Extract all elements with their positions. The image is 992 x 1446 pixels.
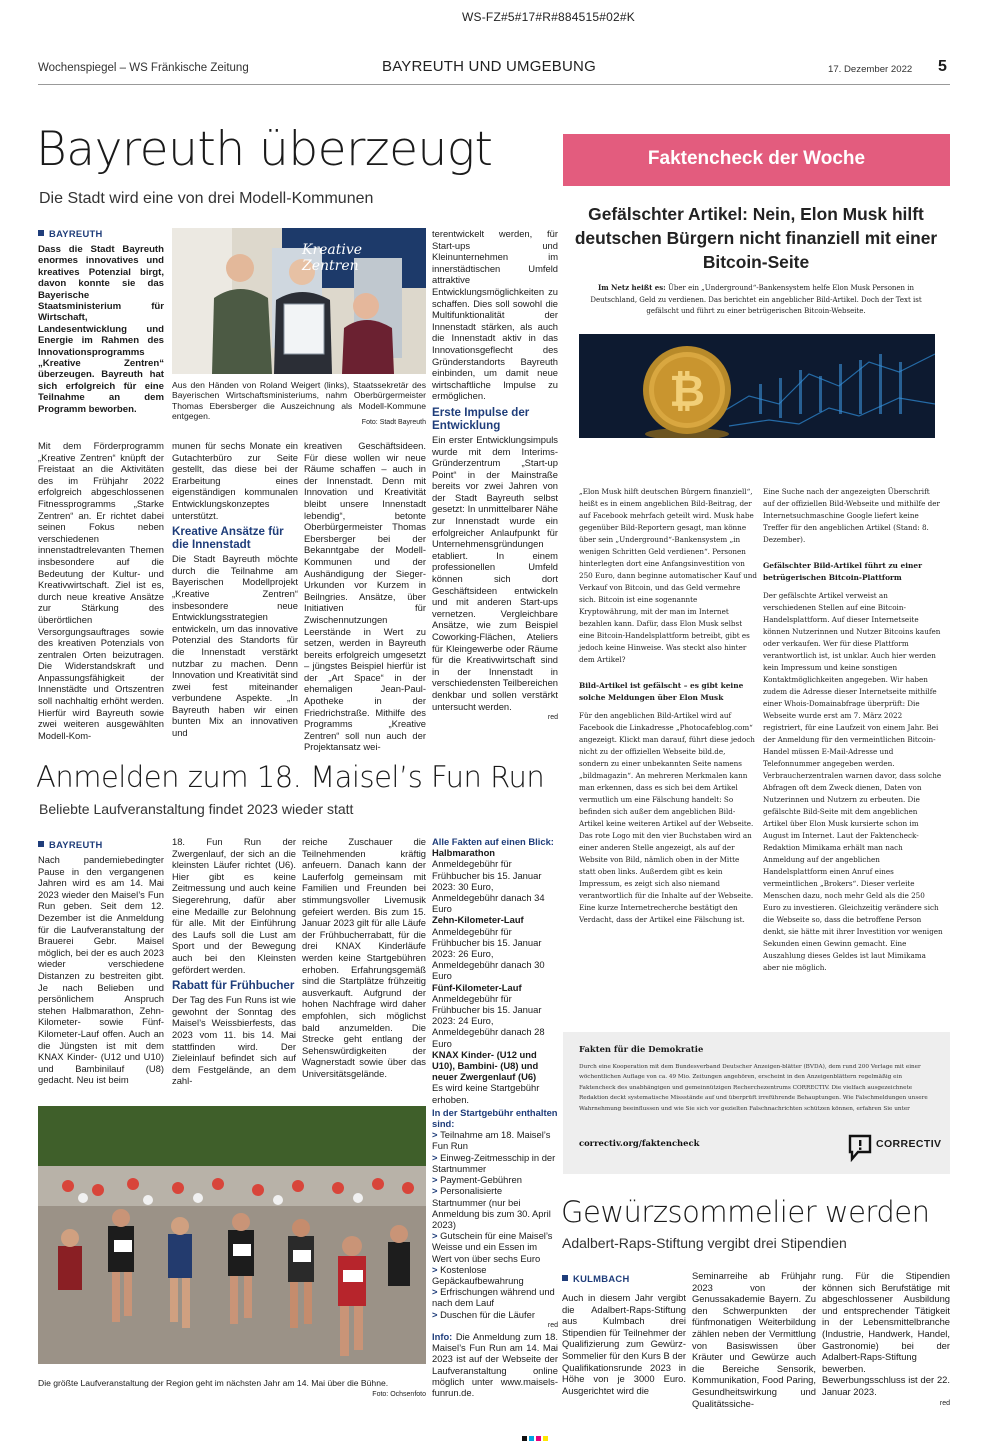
article1-col3-subtext: Ein erster Entwicklungsimpuls wurde mit dem Interims-Gründerzentrum „Start-up Point“ in der Mainstraße bereits vor zwei Jahren von der Stadt Bayreuth selbst gesetzt: In unmittelbarer Nähe zur Innenstadt wurde ein erfolgreicher Anlaufpunkt für Unternehmensgründungen etabliert. In einem professionellen Umfeld können sich dort Geschäftsideen entwickeln und mit anderen Start-ups vernetzen. Vergleichbare Ansätze, wie zum Beispiel Coworking-Flächen, Ateliers für Kleingewerbe oder Räume für die Kreativwirtschaft sind in der Innenstadt in verschiedensten Teilbereichen denkbar und sollen verstärkt untersucht werden. [432, 433, 558, 712]
author-initials: red [547, 714, 558, 722]
article2-subheading-rabatt: Rabatt für Frühbucher [172, 979, 295, 993]
article3-col1: Seminarreihe ab Frühjahr 2023 von der Genussakademie Bayern. Zu den Schwerpunkten der fünfmonatigen Weiterbildung zählen neben der Vermittlung von Basiswissen über Kräuter und Gewürze auch die Bereiche Sensorik, Kommunikation, Food Paring, Gesundheitswirkung und Qualitätssiche- [692, 1270, 816, 1409]
article1-col1-subtext: Die Stadt Bayreuth möchte durch die Teilnahme am Bayerischen Modellprojekt „Kreative Zentren“ insbesondere neue Entwicklungsstrategien entwickeln, um das innovative Potenzial des Standorts für die Innenstadt verstärkt nutzbar zu machen. Denn Innovation und Kreativität sind zwei fest miteinander verbundene Aspekte. „In Bayreuth haben wir einen bunten Mix an innovativen und [172, 553, 298, 739]
tag-label: BAYREUTH [49, 839, 103, 850]
print-color-marks [522, 1428, 548, 1434]
article3-col2-text: rung. Für die Stipendien können sich Berufstätige mit abgeschlossener Ausbildung und entsprechender Tätigkeit in der Lebensmittelbranche (Industrie, Handwerk, Handel, Gastronomie) bei der Adalbert-Raps-Stiftung bewerben. Bewerbungsschluss ist der 22. Januar 2023. [822, 1270, 950, 1397]
fact-item: Fünf-Kilometer-Lauf Anmeldegebühr für Frühbucher bis 15. Januar 2023: 24 Euro, Anmeldegebühr danach 28 Euro [432, 981, 545, 1049]
article2-subtitle: Beliebte Laufveranstaltung findet 2023 wieder statt [39, 801, 354, 817]
correctiv-logo-text: CORRECTIV [876, 1138, 942, 1150]
factcheck-subheading-platform: Gefälschter Bild-Artikel führt zu einer betrügerischen Bitcoin-Plattform [763, 561, 922, 582]
article3-col0: Auch in diesem Jahr vergibt die Adalbert-Raps-Stiftung aus Kulmbach drei Stipendien für Teilnehmer der Qualifizierung zum Gewürz-Sommelier für den Kurs B der Qualifikationsrunde 2023 in Höhe von je 3000 Euro. Ausgerichtet wird die [562, 1292, 686, 1396]
article2-col1 [172, 836, 296, 1087]
header-section: BAYREUTH UND UMGEBUNG [382, 58, 596, 75]
article1-col0: Mit dem Förderprogramm „Kreative Zentren“ knüpft der Freistaat an die Aktivitäten des im Frühjahr 2022 erfolgreich abgeschlossenen Fitnessprogramms „Starke Zentren“ an. Er richtet dabei seinen Fokus neben verschiedenen innenstadtrelevanten Themen insbesondere auf die Bedeutung der Kultur- und Kreativwirtschaft. Ziel ist es, durch neue kreative Ansätze zur Stärkung des überörtlichen Versorgungsauftrages sowie des kreativen Potenzials von zentralen Orten beizutragen. Die Widerstandskraft und Anpassungsfähigkeit der Innenstädte und Ortszentren soll nachhaltig erhöht werden. Hierfür wird Bayreuth sowie zwei weiteren ausgewählten Modell-Kom- [38, 440, 164, 741]
article1-col1 [172, 440, 298, 739]
article1-col1-text: munen für sechs Monate ein Gutachterbüro zur Seite gestellt, das diese bei der Erarbeitung eines eigenständigen kommunalen Entwicklungskonzeptes unterstützt. [172, 440, 298, 521]
article2-tag [38, 839, 103, 850]
svg-text:₿: ₿ [669, 366, 705, 417]
included-item: > Gutschein für eine Maisel’s Weisse und ein Essen im Wert von über sechs Euro [432, 1230, 553, 1264]
article2-col0: Nach pandemiebedingter Pause in den vergangenen Jahren wird es am 14. Mai 2023 wieder den Maisel’s Fun Run geben. Seit dem 12. Dezember ist die Anmeldung für die Laufveranstaltung der Brauerei Gebr. Maisel möglich, bei der es auch 2023 wieder verschiedene Distanzen zu bestreiten gibt. Je nach Belieben und persönlichem Anspruch stehen Halbmarathon, Zehn-Kilometer- sowie Fünf-Kilometer-Lauf offen. Auch an die Jüngsten ist mit dem KNAX Kinder- (U12 und U10) und Bambinilauf (U8) gedacht. Neu ist beim [38, 854, 164, 1086]
factcheck-col1-p2: Der gefälschte Artikel verweist an verschiedenen Stellen auf eine Bitcoin-Handelsplattform. Auf dieser Internetseite können Nutzerinnen und Nutzer Bitcoins kaufen oder verkaufen. Wer für diese Plattform verantwortlich ist, ist unklar. Auch hier werden kein Impressum und keine sonstigen Kontaktmöglichkeiten angegeben. Wir haben zudem die Adresse dieser Internetseite mithilfe einer Whois-Domainabfrage überprüft: Die Webseite wurde erst am 7. März 2022 registriert, für eine Laufzeit von einem Jahr. Bei der Anmeldung für den vermeintlichen Bitcoin-Handel müssen E-Mail-Adresse und Telefonnummer angegeben werden. Verbraucherzentralen warnen davor, dass solche Abfragen oft dem Zweck dienen, Daten von Nutzerinnen und Nutzern zu erbeuten. Die gefälschte Bild-Seite mit dem angeblichen Artikel über Elon Musk kursierte schon im August im Internet. Laut der Faktencheck-Redaktion Mimikama erhält man nach Anmeldung auf der angeblichen Handelsplattform einen Anruf eines vermeintlichen „Brokers“. Dieser verleite Menschen dazu, noch mehr Geld als die 250 Euro zu investieren. Gleichzeitig verändere sich die Webseite so, dass die betroffene Person denkt, sie hätte mit ihrer Investition vor wenigen Sekunden einen Gewinn gemacht. Eine Auszahlung dieses Geldes ist laut Mimikama aber nie möglich. [763, 591, 943, 972]
correctiv-box-text: Durch eine Kooperation mit dem Bundesverband Deutscher Anzeigen-blätter (BVDA), dem rund 200 Verlage mit einer wöchentlichen Auflage von ca. 49 Mio. Zeitungen angehören, erscheint in den Anzeigenblättern regelmäßig ein Faktencheck des unabhängigen und gemeinnützigen Recherchezentrums CORRECTIV. Die vielfach ausgezeichnete Redaktion deckt systematische Missstände auf und überprüft irreführende Behauptungen. Wie Falschmeldungen unsere Wahrnehmung beeinflussen und wie Sie sich vor gezielten Falschnachrichten schützen können, erfahren Sie unter [579, 1064, 928, 1112]
fact-item: Zehn-Kilometer-Lauf Anmeldegebühr für Frühbucher bis 15. Januar 2023: 26 Euro, Anmeldegebühr danach 30 Euro [432, 914, 545, 982]
article1-subtitle: Die Stadt wird eine von drei Modell-Kommunen [39, 190, 374, 207]
included-list [432, 1129, 558, 1319]
banner-sign-text: Kreative Zentren [302, 242, 363, 274]
article3-subtitle: Adalbert-Raps-Stiftung vergibt drei Stipendien [562, 1235, 847, 1251]
article2-photo [38, 1106, 426, 1364]
factcheck-headline: Gefälschter Artikel: Nein, Elon Musk hilft deutschen Bürgern nicht finanziell mit einer Bitcoin-Seite [574, 204, 938, 272]
print-code: WS-FZ#5#17#R#884515#02#K [462, 10, 635, 24]
tag-label: KULMBACH [573, 1273, 630, 1284]
factcheck-col0-p2: Für den angeblichen Bild-Artikel wird auf Facebook die Linkadresse „Photocafeblog.com“ angezeigt. Klickt man darauf, führt diese jedoch nicht zu der offiziellen Webseite bild.de, sondern zu einer unbekannten Seite namens „bildmagazin“. An mehreren Merkmalen kann man erkennen, dass es sich bei dem Artikel vermutlich um eine Fälschung handelt: So befinden sich außer dem angeblichen Bild-Artikel keine weiteren Artikel auf der Webseite. Das rote Logo mit den vier Buchstaben wird an einer anderen Stelle angezeigt, als auf der Website von Bild, nämlich oben in der Mitte statt oben links. Außerdem gibt es kein Impressum, es zeigt sich also niemand verantwortlich für die Inhalte auf der Webseite. Eine kurze Internetrecherche bestätigt den Verdacht, dass der Artikel eine Fälschung ist. [579, 711, 755, 924]
tag-square [38, 841, 44, 847]
article1-lead: Dass die Stadt Bayreuth enormes innovatives und kreatives Potenzial birgt, davon konnte sie das Bayerische Staatsministerium für Wirtschaft, Landesentwicklung und Energie im Rahmen des Innovationsprogramms „Kreative Zentren“ überzeugen. Bayreuth hat sich erfolgreich für eine Teilnahme an dem Programm beworben. [38, 244, 164, 415]
article1-tag [38, 228, 103, 239]
fact-item: KNAX Kinder- (U12 und U10), Bambini- (U8) und neuer Zwergenlauf (U6) Es wird keine Startgebühr erhoben. [432, 1048, 540, 1105]
header-rule [38, 84, 950, 85]
article1-col3-text: terentwickelt werden, für Start-ups und Kleinunternehmen im innerstädtischen Umfeld attraktive Entwicklungsmöglichkeiten zu schaffen. Dies soll sowohl die Multifunktionalität der Innenstadt stärken, als auch die Innenstadt aktiv in das Innovationsgeflecht des Gründerstandorts Bayreuth einbinden, um damit neue wirtschaftliche Impulse zu ermöglichen. [432, 228, 558, 402]
tag-square [38, 230, 44, 236]
runners-photo-illustration [38, 1106, 426, 1364]
tag-label: BAYREUTH [49, 228, 103, 239]
correctiv-link[interactable]: correctiv.org/faktencheck [579, 1138, 700, 1148]
article2-col2: reiche Zuschauer die Teilnehmenden kräftig anfeuern. Danach kann der Lauferfolg gemeinsam mit Familien und Freunden bei stimmungsvoller Livemusik gefeiert werden. Bis zum 15. Januar 2023 gilt für alle Läufe der Frühbucherrabatt, für die drei KNAX Kinderläufe werden keine Startgebühren erhoben. Erfahrungsgemäß sind die Startplätze frühzeitig ausverkauft. Aufgrund der hohen Nachfrage wird daher empfohlen, sich möglichst bald anzumelden. Die Strecke geht entlang der Sehenswürdigkeiten der Wagnerstadt sowie über das Universitätsgelände. [302, 836, 426, 1079]
fact-item: Halbmarathon Anmeldegebühr für Frühbucher bis 15. Januar 2023: 30 Euro, Anmeldegebühr danach 34 Euro [432, 847, 545, 915]
article3-title: Gewürzsommelier werden [561, 1195, 930, 1229]
article2-col1-text: 18. Fun Run der Zwergenlauf, der sich an die kleinsten Läufer richtet (U6). Hier gibt es keine Zeitmessung und auch keine Siegerehrung, dafür aber eine Medaille zur Belohnung für alle. Mit der Einführung des Laufs soll die Lust am Sport und der Bewegung auch bei den Kleinsten gefördert werden. [172, 836, 296, 975]
page-number: 5 [938, 58, 947, 75]
article2-photo-credit: Foto: Ochsenfoto [372, 1391, 426, 1398]
article1-subheading-impulse: Erste Impulse der Entwicklung [432, 405, 530, 432]
factcheck-banner [563, 134, 950, 186]
factcheck-col1 [763, 486, 943, 974]
article1-subheading-creative: Kreative Ansätze für die Innenstadt [172, 525, 284, 552]
article1-photo [172, 228, 426, 374]
header-date: 17. Dezember 2022 [828, 64, 913, 75]
included-item: > Personalisierte Startnummer (nur bei Anmeldung bis zum 30. April 2023) [432, 1185, 551, 1230]
factcheck-col0 [579, 486, 757, 926]
factcheck-subheading-fake: Bild-Artikel ist gefälscht – es gibt keine solche Meldungen über Elon Musk [579, 681, 744, 702]
teaser-text: Über ein „Underground“-Bankensystem helfe Elon Musk Personen in Deutschland, Geld zu verdienen. Das berichtet ein angeblicher Bild-Artikel. Doch der Text ist gefälscht und führt zu einer betrügerischen Bitcoin-Webseite. [590, 284, 922, 315]
article2-title: Anmelden zum 18. Maisel’s Fun Run [36, 760, 545, 794]
article1-col2: kreativen Geschäftsideen. Für diese wollen wir neue Räume schaffen – auch in der Innenstadt. Denn mit Innovation und Kreativität bleibt unsere Innenstadt lebendig“, betonte Oberbürgermeister Thomas Ebersberger bei der Bekanntgabe der Modell-Kommunen und der Aushändigung der Sieger-Urkunden vor Kurzem in Beilngries. Ansätze, über Initiativen für Zwischennutzungen Leerstände in Wert zu setzen, werden in Bayreuth bereits erfolgreich umgesetzt – jüngstes Beispiel hierfür ist der „Art Space“ in der ehemaligen Jean-Paul-Apotheke in der Friedrichstraße. Mithilfe des Programms „Kreative Zentren“ soll nun auch der Projektansatz wei- [304, 440, 426, 753]
included-item: > Payment-Gebühren [432, 1174, 522, 1186]
bitcoin-photo [579, 334, 935, 438]
included-item: > Einweg-Zeitmesschip in der Startnummer [432, 1151, 556, 1174]
article3-col2 [822, 1270, 950, 1409]
teaser-label: Im Netz heißt es: [597, 283, 666, 292]
article1-title: Bayreuth überzeugt [36, 122, 493, 177]
article1-col3 [432, 228, 558, 724]
article3-tag [562, 1273, 630, 1284]
bitcoin-coin-illustration [579, 334, 935, 438]
article1-caption: Aus den Händen von Roland Weigert (links), Staatssekretär des Bayerischen Wirtschaftsministeriums, nahm Oberbürgermeister Thomas Ebersberger die Auszeichnung als Modell-Kommune entgegen. [172, 380, 426, 422]
factcheck-col1-p1: Eine Suche nach der angezeigten Überschrift auf der offiziellen Bild-Webseite und mithilfe der Internetsuchmaschine Google liefert keine Treffer für den angeblichen Artikel (Stand: 8. Dezember). [763, 487, 940, 544]
included-item: > Duschen für die Läufer [432, 1308, 535, 1320]
tag-square [562, 1275, 568, 1281]
facts-title: Alle Fakten auf einen Blick: [432, 836, 554, 847]
author-initials: red [939, 1399, 950, 1407]
included-title: In der Startgebühr enthalten sind: [432, 1106, 558, 1130]
included-item: > Erfrischungen während und nach dem Lauf [432, 1286, 555, 1309]
facts-list [432, 847, 558, 1105]
article1-photo-credit: Foto: Stadt Bayreuth [361, 419, 426, 426]
header-publication: Wochenspiegel – WS Fränkische Zeitung [38, 62, 249, 74]
correctiv-box-title: Fakten für die Demokratie [579, 1044, 704, 1054]
article2-facts [432, 836, 558, 1398]
factcheck-banner-title: Faktencheck der Woche [647, 148, 866, 169]
factcheck-teaser [574, 282, 938, 318]
author-initials: red [547, 1321, 558, 1329]
included-item: > Kostenlose Gepäckaufbewahrung [432, 1263, 524, 1286]
factcheck-col0-p1: „Elon Musk hilft deutschen Bürgern finanziell“, heißt es in einem angeblichen Bild-Beitrag, der auf Facebook mehrfach geteilt wird. Musk habe gegenüber Bild-Reportern gesagt, man könne über sein „Underground“-Bankensystem „in wenigen Schritten Geld verdienen“. Personen hinterlegten dort eine Anfangsinvestition von 250 Euro, dann beginne automatischer Kauf und Verkauf von Bitcoin, und das Geld vermehre sich. Bitcoin ist eine sogenannte Kryptowährung, mit der man im Internet bezahlen kann. Dafür, dass Elon Musk selbst eine Bitcoin-Handelsplattform betreibt, gibt es jedoch keine Hinweise. Was steckt also hinter dem Artikel? [579, 487, 758, 664]
included-item: > Teilnahme am 18. Maisel’s Fun Run [432, 1129, 551, 1152]
correctiv-speech-icon [848, 1134, 872, 1162]
article2-col1-subtext: Der Tag des Fun Runs ist wie gewohnt der Sonntag des Maisel’s Weissbierfests, das 2023 vom 11. bis 14. Mai stattfinden wird. Der Zieleinlauf befindet sich auf dem Festgelände, an dem zahl- [172, 994, 296, 1087]
info-paragraph: Info: Die Anmeldung zum 18. Maisel’s Fun Run am 14. Mai 2023 ist auf der Webseite der Laufveranstaltung online möglich unter www.maisels-funrun.de. [432, 1330, 558, 1398]
article2-caption: Die größte Laufveranstaltung der Region geht im nächsten Jahr am 14. Mai über die Bühne. [38, 1378, 389, 1388]
correctiv-box [563, 1032, 950, 1174]
